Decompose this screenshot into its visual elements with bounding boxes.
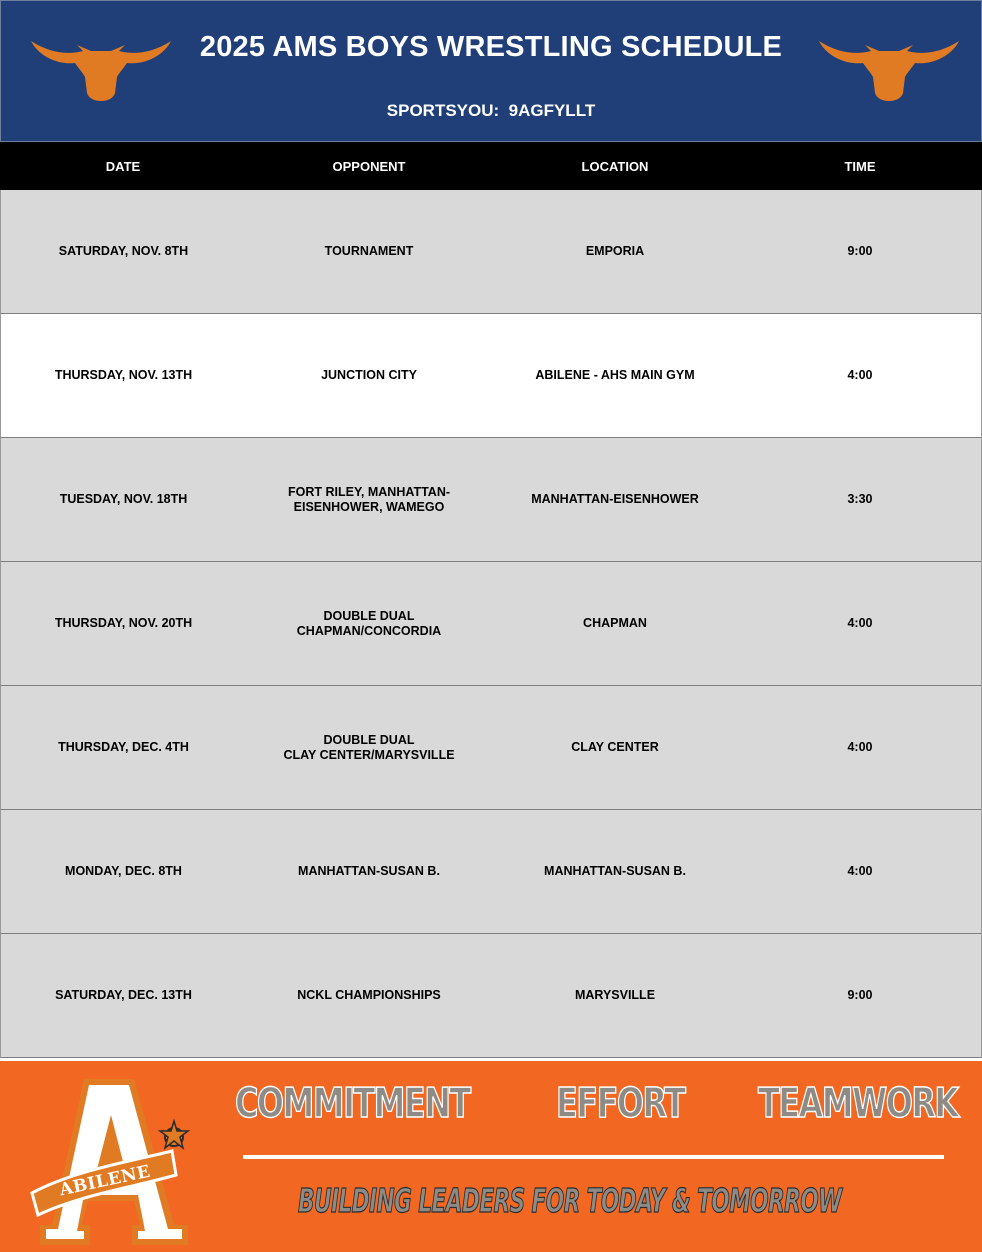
column-header-location: LOCATION (581, 158, 649, 174)
value-commitment: COMMITMENT (235, 1079, 470, 1127)
table-row (0, 562, 982, 686)
value-teamwork: TEAMWORK (758, 1079, 958, 1127)
abilene-a-icon (22, 1075, 202, 1247)
value-effort: EFFORT (556, 1079, 685, 1127)
location-cell: CLAY CENTER (571, 740, 659, 754)
abilene-logo-text: ABILENE (57, 1161, 153, 1201)
time-cell: 4:00 (847, 864, 873, 878)
location-cell: ABILENE - AHS MAIN GYM (535, 368, 695, 382)
time-cell: 4:00 (847, 740, 873, 754)
schedule-table (0, 190, 982, 1058)
header-banner (0, 0, 982, 142)
location-cell: MARYSVILLE (574, 988, 656, 1002)
opponent-cell: NCKL CHAMPIONSHIPS (297, 988, 441, 1002)
location-cell: EMPORIA (585, 244, 645, 258)
page-title: 2025 AMS BOYS WRESTLING SCHEDULE (199, 31, 783, 63)
column-header-time: TIME (844, 158, 876, 174)
footer-banner (0, 1061, 982, 1252)
opponent-cell: DOUBLE DUAL CLAY CENTER/MARYSVILLE (283, 732, 455, 762)
table-row (0, 190, 982, 314)
longhorn-icon (819, 33, 959, 103)
opponent-cell: DOUBLE DUAL CHAPMAN/CONCORDIA (296, 608, 442, 638)
date-cell: THURSDAY, NOV. 13TH (54, 368, 193, 382)
divider (243, 1155, 944, 1159)
table-header (0, 142, 982, 190)
opponent-cell: JUNCTION CITY (321, 368, 417, 382)
date-cell: THURSDAY, DEC. 4TH (58, 740, 189, 754)
column-header-date: DATE (105, 158, 141, 174)
date-cell: TUESDAY, NOV. 18TH (59, 492, 188, 506)
date-cell: SATURDAY, NOV. 8TH (58, 244, 189, 258)
table-row (0, 686, 982, 810)
date-cell: SATURDAY, DEC. 13TH (55, 988, 192, 1002)
location-cell: CHAPMAN (583, 616, 647, 630)
time-cell: 3:30 (847, 492, 873, 506)
table-row (0, 438, 982, 562)
motto: BUILDING LEADERS FOR TODAY & TOMORROW (298, 1181, 842, 1220)
opponent-cell: TOURNAMENT (324, 244, 414, 258)
column-header-opponent: OPPONENT (332, 158, 406, 174)
opponent-cell: MANHATTAN-SUSAN B. (298, 864, 440, 878)
time-cell: 4:00 (847, 616, 873, 630)
date-cell: THURSDAY, NOV. 20TH (54, 616, 193, 630)
table-row (0, 810, 982, 934)
time-cell: 9:00 (847, 988, 873, 1002)
opponent-cell: FORT RILEY, MANHATTAN- EISENHOWER, WAMEGO (287, 484, 451, 514)
time-cell: 9:00 (847, 244, 873, 258)
location-cell: MANHATTAN-EISENHOWER (531, 492, 699, 506)
table-row (0, 314, 982, 438)
table-row (0, 934, 982, 1058)
date-cell: MONDAY, DEC. 8TH (65, 864, 182, 878)
time-cell: 4:00 (847, 368, 873, 382)
sportsyou-code: SPORTSYOU: 9AGFYLLT (386, 101, 596, 120)
location-cell: MANHATTAN-SUSAN B. (544, 864, 686, 878)
